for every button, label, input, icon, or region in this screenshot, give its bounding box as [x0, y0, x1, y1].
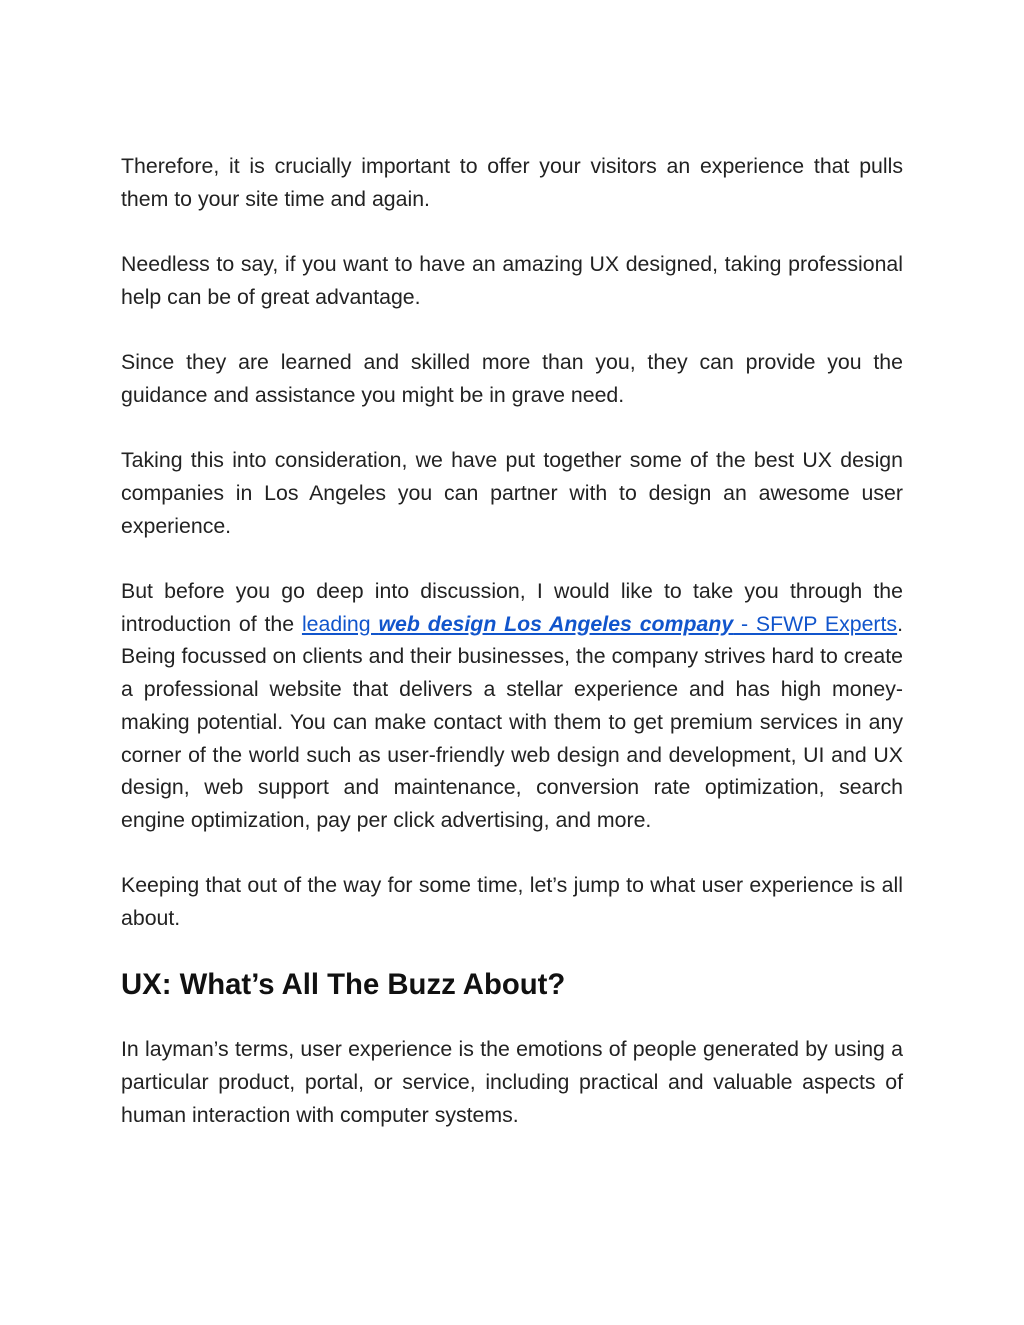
paragraph-introduction: [121, 575, 903, 837]
company-link-leading: leading: [301, 611, 379, 636]
company-link-keyword: web design Los Angeles company: [378, 611, 734, 636]
intro-text-after-link: . Being focussed on clients and their businesses, the company strives hard to create a professional website that delivers a stellar experience and has high money-making potential. You can make contact with them to get premium services in any corner of the world such as user-friendly web design and development, UI and UX design, web support and maintenance, conversion rate optimization, search engine optimization, pay per click advertising, and more.: [121, 611, 904, 832]
document-page: [121, 150, 903, 1132]
section-heading: UX: What’s All The Buzz About?: [121, 968, 566, 1002]
company-link[interactable]: [302, 612, 897, 636]
intro-text-before-link: But before you go deep into discussion, I would like to take you through the introduction of the: [121, 579, 903, 636]
paragraph-companies: Taking this into consideration, we have put together some of the best UX design companies in Los Angeles you can partner with to design an awesome user experience.: [121, 448, 903, 538]
paragraph-transition: Keeping that out of the way for some time, let’s jump to what user experience is all about.: [121, 873, 903, 931]
company-link-trailing: - SFWP Experts: [733, 611, 898, 636]
paragraph-definition: In layman’s terms, user experience is the emotions of people generated by using a particular product, portal, or service, including practical and valuable aspects of human interaction with computer systems.: [121, 1037, 903, 1127]
paragraph-guidance: Since they are learned and skilled more than you, they can provide you the guidance and assistance you might be in grave need.: [121, 350, 903, 407]
paragraph-importance: Therefore, it is crucially important to offer your visitors an experience that pulls them to your site time and again.: [121, 154, 903, 211]
paragraph-professional-help: Needless to say, if you want to have an amazing UX designed, taking professional help can be of great advantage.: [121, 252, 903, 309]
